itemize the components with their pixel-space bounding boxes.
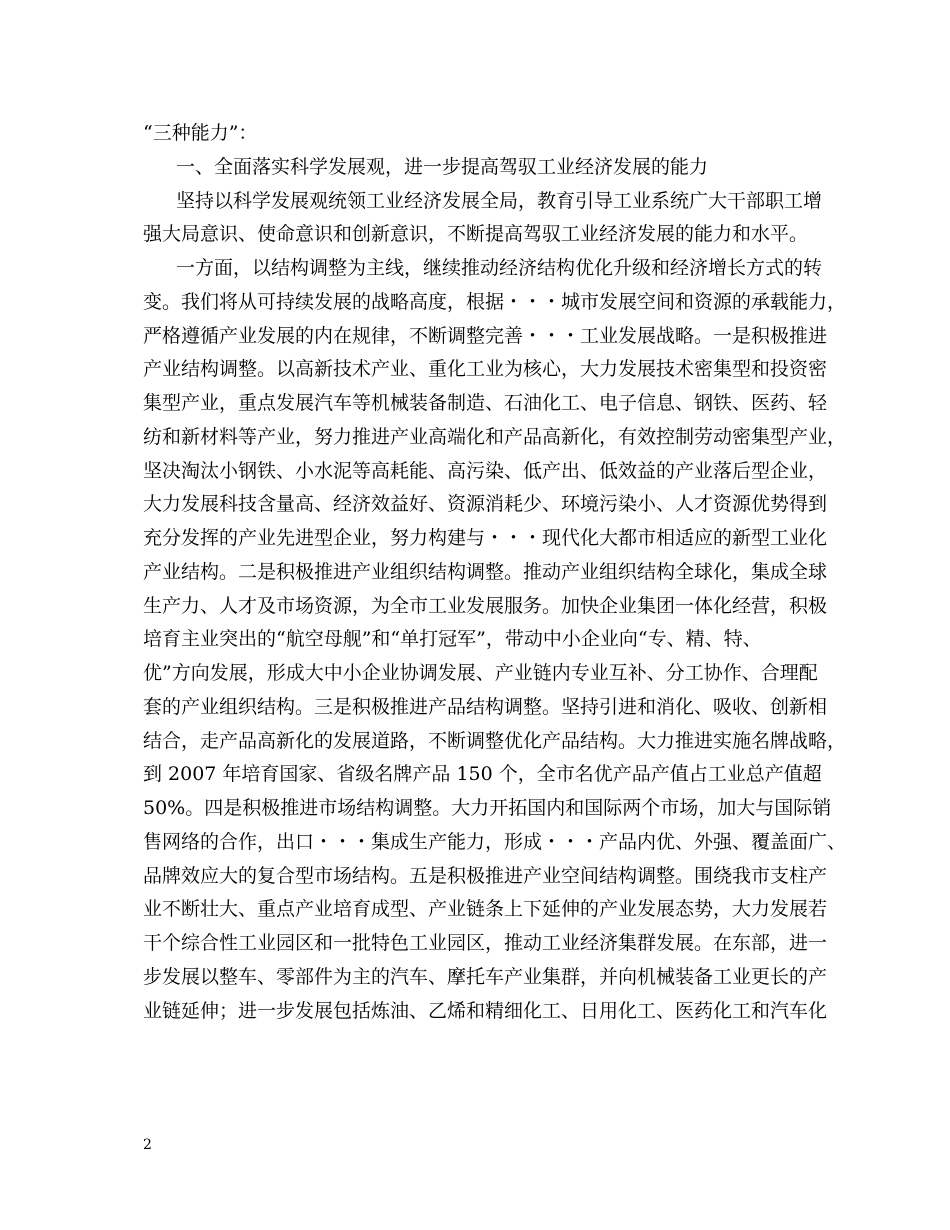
text-line: 步发展以整车、零部件为主的汽车、摩托车产业集群，并向机械装备工业更长的产	[143, 966, 828, 988]
text-line: 培育主业突出的“航空母舰”和“单打冠军”，带动中小企业向“专、精、特、	[143, 628, 762, 650]
text-line: 50%。四是积极推进市场结构调整。大力开拓国内和国际两个市场，加大与国际销	[143, 797, 832, 819]
text-line: 坚决淘汰小钢铁、小水泥等高耗能、高污染、低产出、低效益的产业落后型企业，	[143, 460, 828, 482]
text-line: 业链延伸；进一步发展包括炼油、乙烯和精细化工、日用化工、医药化工和汽车化	[143, 1000, 828, 1022]
text-line: 优”方向发展，形成大中小企业协调发展、产业链内专业互补、分工协作、合理配	[143, 662, 818, 684]
text-line: 充分发挥的产业先进型企业，努力构建与・・・现代化大都市相适应的新型工业化	[143, 527, 828, 549]
text-line: 产业结构。二是积极推进产业组织结构调整。推动产业组织结构全球化，集成全球	[143, 561, 828, 583]
text-line: 生产力、人才及市场资源，为全市工业发展服务。加快企业集团一体化经营，积极	[143, 595, 828, 617]
text-line: 售网络的合作，出口・・・集成生产能力，形成・・・产品内优、外强、覆盖面广、	[143, 831, 847, 853]
text-line: 品牌效应大的复合型市场结构。五是积极推进产业空间结构调整。围绕我市支柱产	[143, 865, 828, 887]
text-line: 到 2007 年培育国家、省级名牌产品 150 个，全市名优产品产值占工业总产值超	[143, 763, 822, 785]
subsection-heading: 一、全面落实科学发展观，进一步提高驾驭工业经济发展的能力	[176, 156, 709, 178]
text-line: 产业结构调整。以高新技术产业、重化工业为核心，大力发展技术密集型和投资密	[143, 358, 828, 380]
text-line: 严格遵循产业发展的内在规律，不断调整完善・・・工业发展战略。一是积极推进	[143, 325, 828, 347]
text-line: 集型产业，重点发展汽车等机械装备制造、石油化工、电子信息、钢铁、医药、轻	[143, 392, 828, 414]
text-line: 业不断壮大、重点产业培育成型、产业链条上下延伸的产业发展态势，大力发展若	[143, 898, 828, 920]
text-line: 变。我们将从可持续发展的战略高度，根据・・・城市发展空间和资源的承载能力，	[143, 291, 847, 313]
page-number: 2	[143, 1137, 152, 1153]
text-line: 干个综合性工业园区和一批特色工业园区，推动工业经济集群发展。在东部，进一	[143, 932, 828, 954]
text-line: 坚持以科学发展观统领工业经济发展全局，教育引导工业系统广大干部职工增	[176, 190, 823, 212]
text-line: 一方面，以结构调整为主线，继续推动经济结构优化升级和经济增长方式的转	[176, 257, 823, 279]
text-line: 结合，走产品高新化的发展道路，不断调整优化产品结构。大力推进实施名牌战略，	[143, 730, 847, 752]
section-heading: “三种能力”：	[143, 122, 258, 144]
text-line: 套的产业组织结构。三是积极推进产品结构调整。坚持引进和消化、吸收、创新相	[143, 696, 828, 718]
text-line: 纺和新材料等产业，努力推进产业高端化和产品高新化，有效控制劳动密集型产业，	[143, 426, 847, 448]
text-line: 强大局意识、使命意识和创新意识，不断提高驾驭工业经济发展的能力和水平。	[143, 223, 809, 245]
text-line: 大力发展科技含量高、经济效益好、资源消耗少、环境污染小、人才资源优势得到	[143, 493, 828, 515]
